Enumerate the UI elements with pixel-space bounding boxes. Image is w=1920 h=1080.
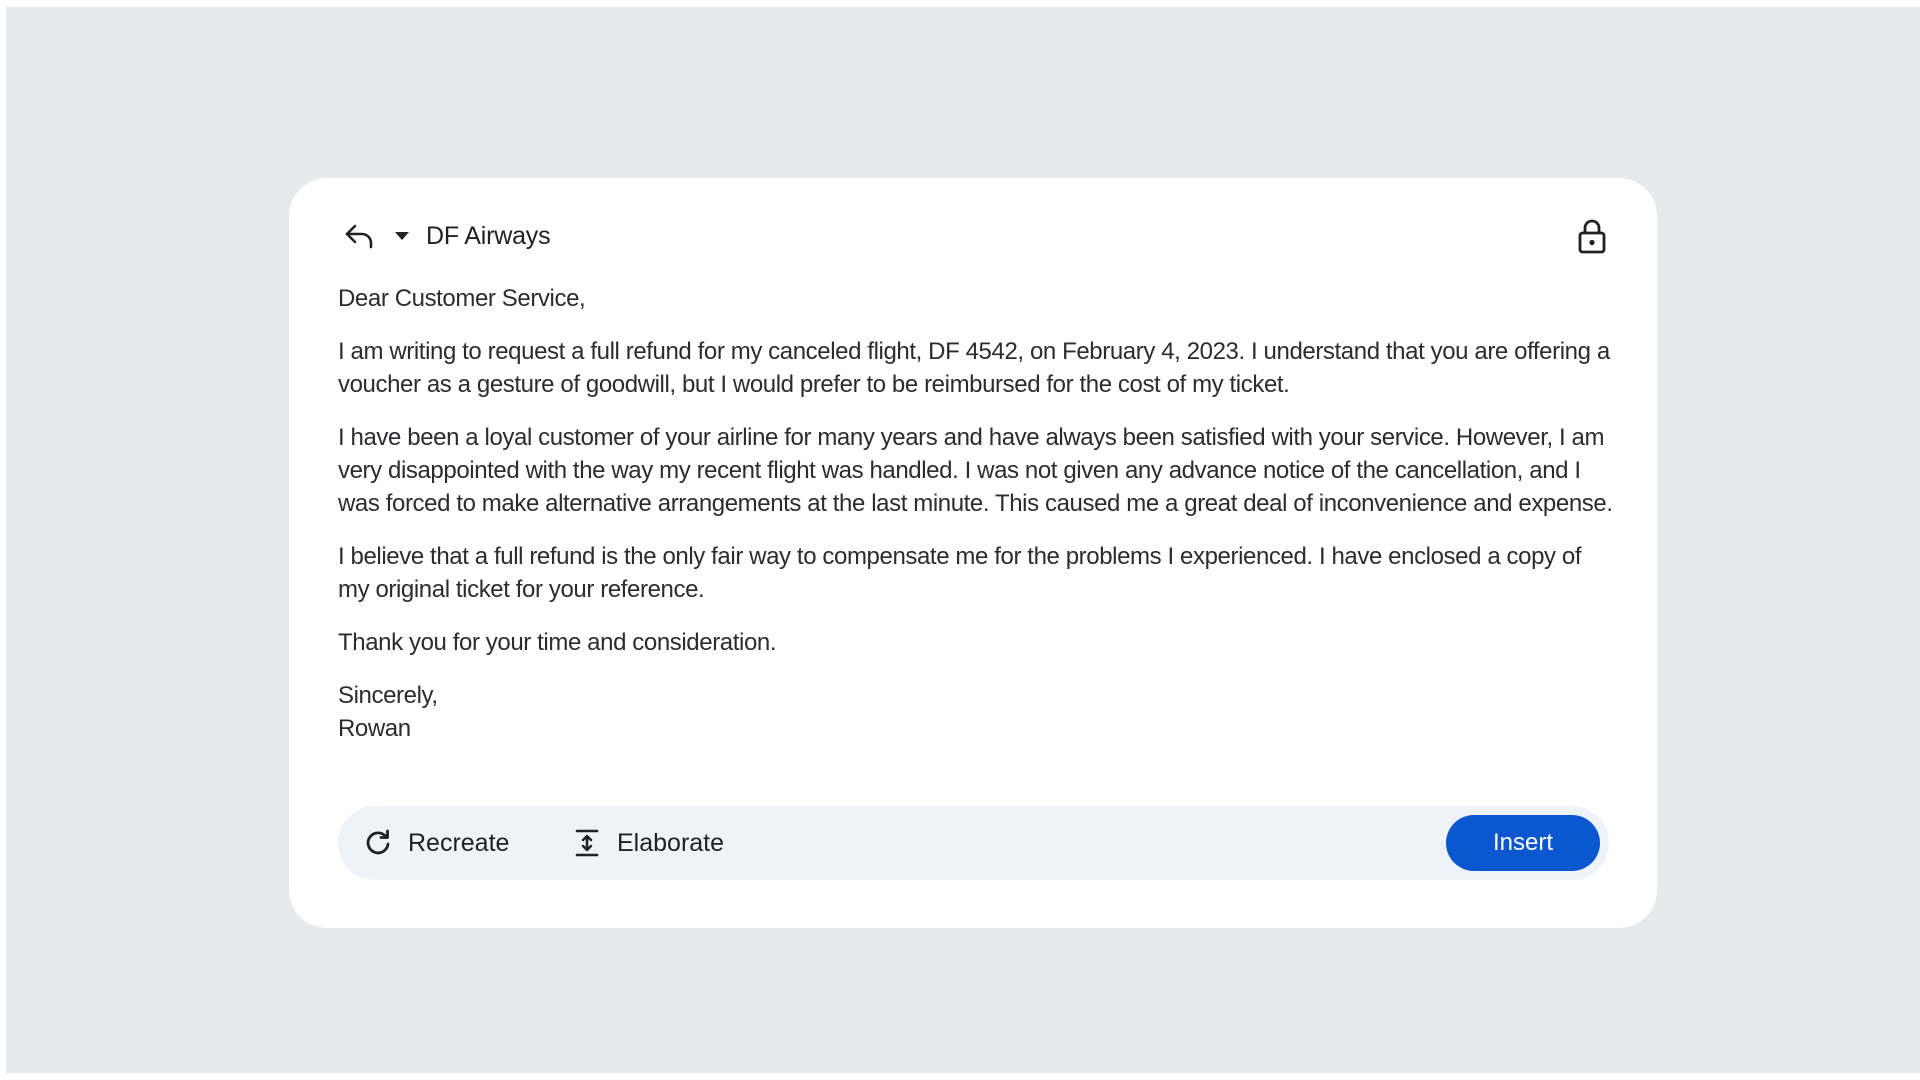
page-backdrop — [6, 7, 1920, 1073]
letter-signature: Rowan — [338, 715, 411, 742]
draft-card — [289, 178, 1657, 928]
letter-paragraph: I am writing to request a full refund for my canceled flight, DF 4542, on February 4, 2023. I understand that you are offering a voucher as a gesture of goodwill, but I would prefer to be reimbursed for the cost of my ticket. — [338, 338, 1610, 398]
draft-action-bar — [338, 806, 1609, 880]
refresh-icon — [362, 827, 394, 859]
recreate-label: Recreate — [408, 828, 510, 857]
recipient-name: DF Airways — [426, 221, 551, 250]
text-expand-icon — [571, 827, 603, 859]
draft-letter-body — [338, 282, 1618, 745]
elaborate-label: Elaborate — [617, 828, 725, 857]
recreate-button[interactable] — [362, 818, 509, 868]
letter-paragraph: I have been a loyal customer of your airline for many years and have always been satisfied with your service. However, I am very disappointed with the way my recent flight was handled. I was not given any advance notice of the cancellation, and I was forced to make alternative arrangements at the last minute. This caused me a great deal of inconvenience and expense. — [338, 424, 1613, 517]
letter-closing: Sincerely, — [338, 682, 438, 709]
caret-down-icon[interactable] — [390, 224, 414, 248]
letter-paragraph: I believe that a full refund is the only fair way to compensate me for the problems I experienced. I have enclosed a copy of my original ticket for your reference. — [338, 543, 1582, 603]
insert-button[interactable]: Insert — [1446, 815, 1600, 871]
letter-greeting: Dear Customer Service, — [338, 285, 586, 312]
elaborate-button[interactable] — [571, 818, 724, 868]
letter-paragraph: Thank you for your time and consideration. — [338, 629, 777, 656]
lock-icon — [1575, 217, 1609, 255]
reply-arrow-icon[interactable] — [342, 219, 376, 253]
draft-header — [342, 213, 1609, 259]
